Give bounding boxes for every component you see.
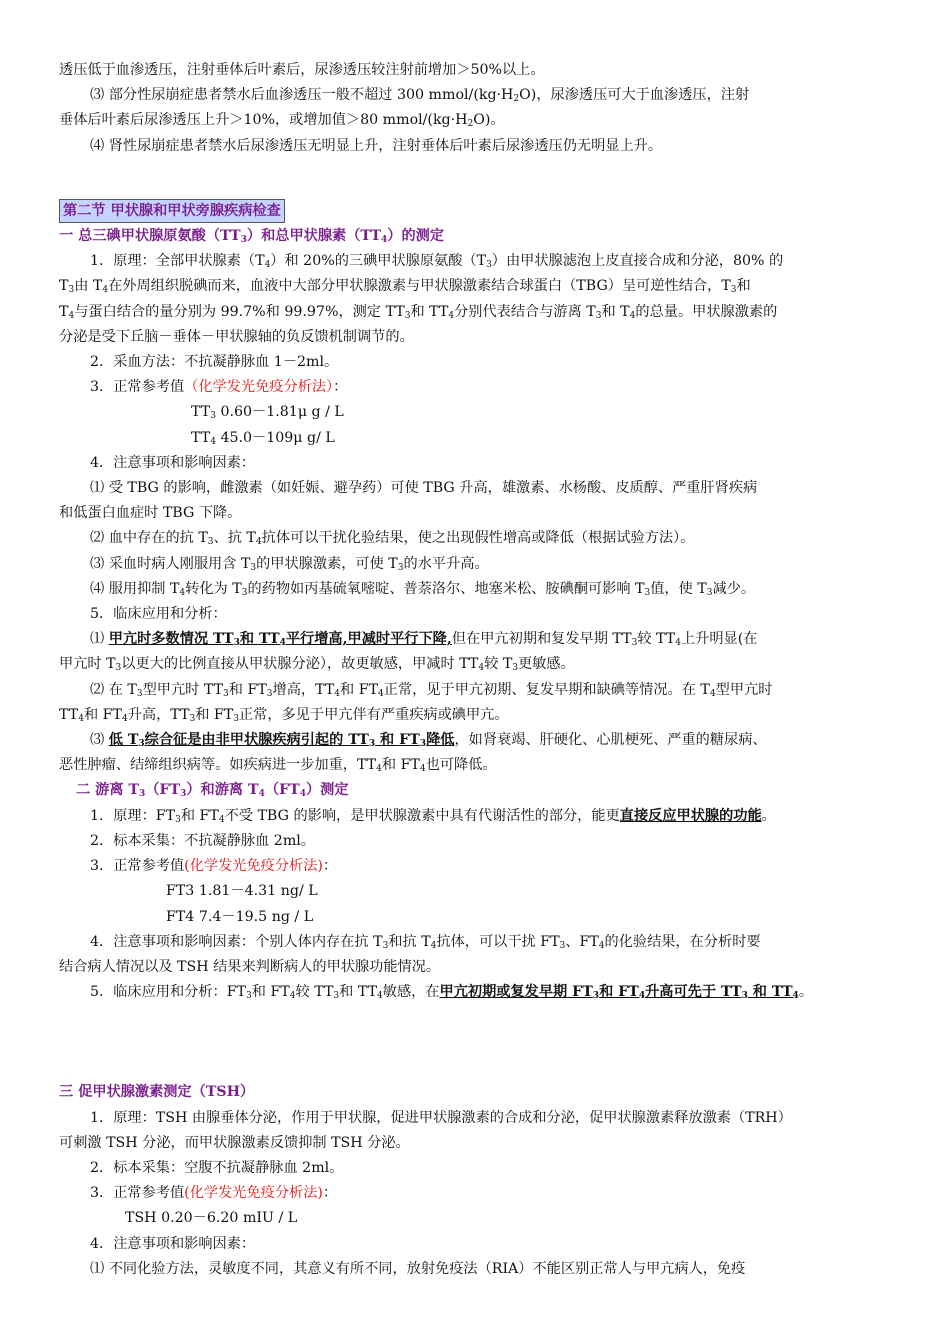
paragraph: ⑴ 不同化验方法，灵敏度不同，其意义有所不同，放射免疫法（RIA）不能区别正常人与甲亢病人，免疫 xyxy=(90,1260,746,1277)
paragraph: ⑶ 低 $T_3$综合征是由非甲状腺疾病引起的 $TT_3$ 和 $FT_3$降低，如肾衰竭、肝硬化、心肌梗死、严重的糖尿病、 xyxy=(90,732,767,750)
paragraph: ⑵ 在 $T_3$型甲亢时 $TT_3$和 $FT_3$增高，$TT_4$和 $FT_4$正常，见于甲亢初期、复发早期和缺碘等情况。在 $T_4$型甲亢时 xyxy=(90,681,773,699)
paragraph: 1．原理：全部甲状腺素$(T_4)$和 20%的三碘甲状腺原氨酸$(T_3)$由甲状腺滤泡上皮直接合成和分泌，80% 的 xyxy=(90,253,784,271)
paragraph: 5．临床应用和分析： xyxy=(90,606,227,623)
paragraph: 垂体后叶素后尿渗透压上升＞10%，或增加值＞80 mmol/$(kg\cdot H_2O)$。 xyxy=(59,112,505,130)
paragraph: ⑶ 部分性尿崩症患者禁水后血渗透压一般不超过 300 mmol/$(kg\cdot H_2O)$，尿渗透压可大于血渗透压，注射 xyxy=(90,87,750,105)
paragraph: 3．正常参考值（化学发光免疫分析法）： xyxy=(90,379,348,396)
paragraph: 5．临床应用和分析：$FT_3$和 $FT_4$较 $TT_3$和 $TT_4$敏感，在甲亢初期或复发早期 $FT_3$和 $FT_4$升高可先于 $TT_3$ 和 $TT_4$。 xyxy=(90,984,814,1002)
paragraph: 2．标本采集：空腹不抗凝静脉血 2ml。 xyxy=(90,1159,344,1176)
reference-value: FT3 1.81－4.31 ng/ L xyxy=(166,883,318,900)
paragraph: 2．采血方法：不抗凝静脉血 1－2ml。 xyxy=(90,354,339,371)
paragraph: 4．注意事项和影响因素： xyxy=(90,1235,256,1252)
reference-value: $TT_4$ 45.0－109μ g/ L xyxy=(191,429,335,447)
paragraph: 分泌是受下丘脑－垂体－甲状腺轴的负反馈机制调节的。 xyxy=(59,328,414,345)
paragraph: 可刺激 TSH 分泌，而甲状腺激素反馈抑制 TSH 分泌。 xyxy=(59,1134,410,1151)
paragraph: 4．注意事项和影响因素：个别人体内存在抗 $T_3$和抗 $T_4$抗体，可以干扰 $FT_3$、$FT_4$的化验结果，在分析时要 xyxy=(90,933,761,951)
paragraph: 恶性肿瘤、结缔组织病等。如疾病进一步加重，$TT_4$和 $FT_4$也可降低。 xyxy=(59,757,497,775)
paragraph: 4．注意事项和影响因素： xyxy=(90,454,256,471)
paragraph: $T_4$与蛋白结合的量分别为 99.7%和 99.97%，测定 $TT_3$和 $TT_4$分别代表结合与游离 $T_3$和 $T_4$的总量。甲状腺激素的 xyxy=(59,303,778,321)
paragraph: 和低蛋白血症时 TBG 下降。 xyxy=(59,505,242,522)
paragraph: ⑶ 采血时病人刚服用含 $T_3$的甲状腺激素，可使 $T_3$的水平升高。 xyxy=(90,555,489,573)
paragraph: 1．原理：TSH 由腺垂体分泌，作用于甲状腺，促进甲状腺激素的合成和分泌，促甲状腺激素释放激素（TRH） xyxy=(90,1109,792,1126)
paragraph: 3．正常参考值(化学发光免疫分析法)： xyxy=(90,1185,338,1202)
heading-ft3-ft4: 二 游离 $T_3(FT_3)$和游离 $T_4(FT_4)$测定 xyxy=(76,782,349,800)
paragraph: ⑴ 受 TBG 的影响，雌激素（如妊娠、避孕药）可使 TBG 升高，雄激素、水杨酸、皮质醇、严重肝肾疾病 xyxy=(90,480,758,497)
paragraph: 结合病人情况以及 TSH 结果来判断病人的甲状腺功能情况。 xyxy=(59,958,441,975)
reference-value: FT4 7.4－19.5 ng / L xyxy=(166,908,314,925)
paragraph: 3．正常参考值(化学发光免疫分析法)： xyxy=(90,858,338,875)
paragraph: ⑷ 肾性尿崩症患者禁水后尿渗透压无明显上升，注射垂体后叶素后尿渗透压仍无明显上升。 xyxy=(90,137,663,154)
paragraph: 1．原理：$FT_3$和 $FT_4$不受 TBG 的影响，是甲状腺激素中具有代谢活性的部分，能更直接反应甲状腺的功能。 xyxy=(90,807,776,825)
paragraph: ⑴ 甲亢时多数情况 $TT_3$和 $TT_4$平行增高,甲减时平行下降,但在甲亢初期和复发早期 $TT_3$较 $TT_4$上升明显(在 xyxy=(90,631,758,649)
paragraph: ⑵ 血中存在的抗 $T_3$、抗 $T_4$抗体可以干扰化验结果，使之出现假性增高或降低（根据试验方法）。 xyxy=(90,530,695,548)
paragraph: $T_3$由 $T_4$在外周组织脱碘而来，血液中大部分甲状腺激素与甲状腺激素结合球蛋白（TBG）呈可逆性结合，$T_3$和 xyxy=(59,278,751,296)
spacer xyxy=(59,1055,869,1080)
reference-value: $TT_3$ 0.60－1.81μ g / L xyxy=(191,404,344,422)
heading-tt3-tt4: 一 总三碘甲状腺原氨酸$(TT_3)$和总甲状腺素$(TT_4)$的测定 xyxy=(59,228,445,246)
paragraph: 甲亢时 $T_3$以更大的比例直接从甲状腺分泌），故更敏感，甲减时 $TT_4$较 $T_3$更敏感。 xyxy=(59,656,575,674)
section-title-wrap xyxy=(59,199,869,224)
heading-tsh: 三 促甲状腺激素测定（TSH） xyxy=(59,1084,255,1101)
paragraph: 透压低于血渗透压，注射垂体后叶素后，尿渗透压较注射前增加＞50%以上。 xyxy=(59,62,545,78)
paragraph: $TT_4$和 $FT_4$升高，$TT_3$和 $FT_3$正常，多见于甲亢伴有严重疾病或碘甲亢。 xyxy=(59,706,509,724)
paragraph: 2．标本采集：不抗凝静脉血 2ml。 xyxy=(90,832,315,849)
reference-value: TSH 0.20－6.20 mIU / L xyxy=(125,1210,298,1227)
section-title: 第二节 甲状腺和甲状旁腺疾病检查 xyxy=(59,199,869,224)
paragraph: ⑷ 服用抑制 $T_4$转化为 $T_3$的药物如丙基硫氧嘧啶、普萘洛尔、地塞米松、胺碘酮可影响 $T_3$值，使 $T_3$减少。 xyxy=(90,580,756,598)
spacer xyxy=(59,1005,869,1055)
document-body xyxy=(59,58,869,1282)
